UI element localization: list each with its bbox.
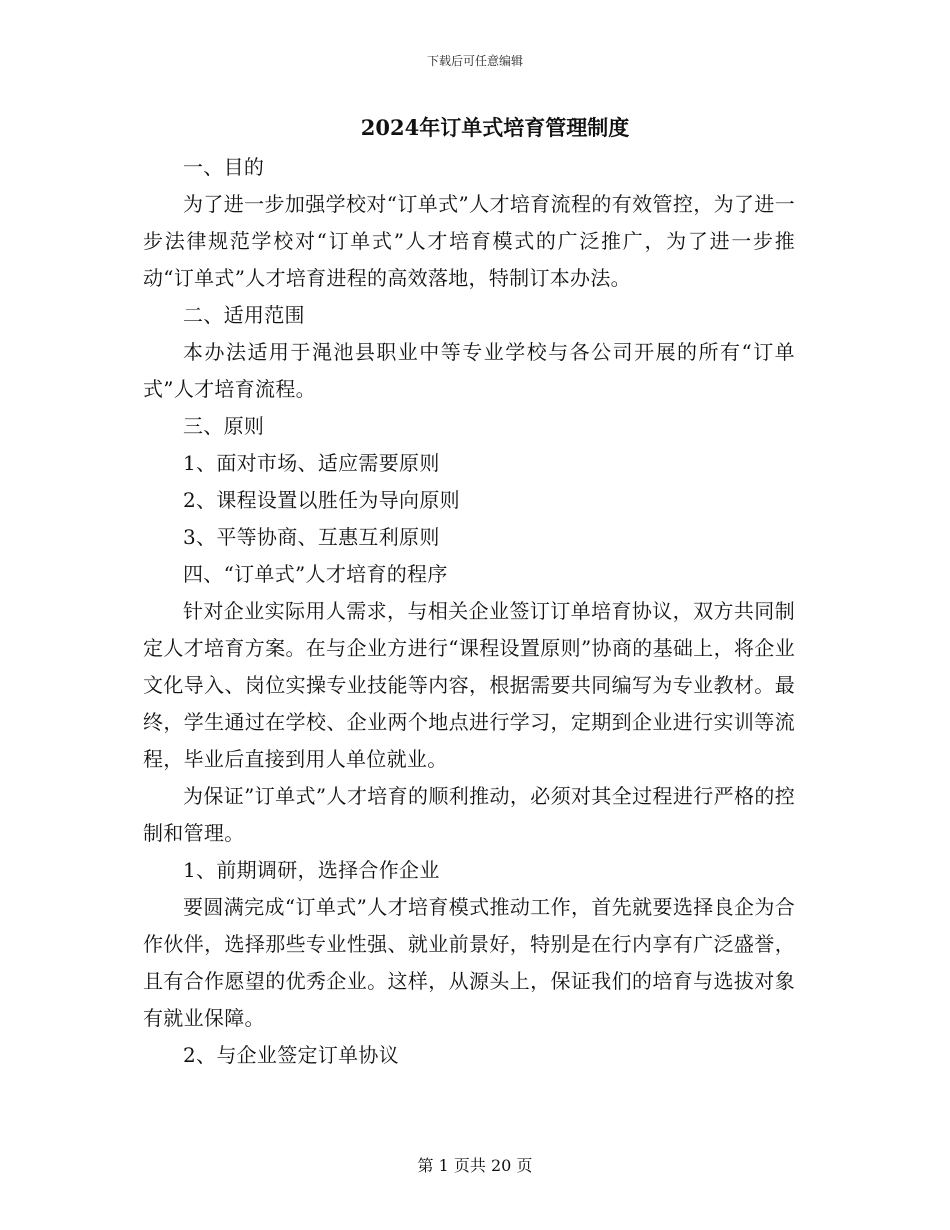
paragraph-scope: 本办法适用于渑池县职业中等专业学校与各公司开展的所有“订单式”人才培育流程。	[143, 340, 795, 401]
principle-item-1: 1、面对市场、适应需要原则	[183, 451, 440, 475]
subheading-agreement: 2、与企业签定订单协议	[183, 1043, 400, 1067]
principle-item-3: 3、平等协商、互惠互利原则	[183, 525, 440, 549]
page-header-note: 下载后可任意编辑	[426, 54, 523, 68]
document-title: 2024年订单式培育管理制度	[360, 115, 630, 140]
page-number: 第 1 页共 20 页	[417, 1156, 533, 1175]
paragraph-procedure: 针对企业实际用人需求，与相关企业签订订单培育协议，双方共同制定人才培育方案。在与企业方进行“课程设置原则”协商的基础上，将企业文化导入、岗位实操专业技能等内容，根据需要共同编写为专业教材。最终，学生通过在学校、企业两个地点进行学习，定期到企业进行实训等流程，毕业后直接到用人单位就业。	[143, 599, 795, 771]
paragraph-purpose: 为了进一步加强学校对“订单式”人才培育流程的有效管控，为了进一步法律规范学校对“订单式”人才培育模式的广泛推广，为了进一步推动“订单式”人才培育进程的高效落地，特制订本办法。	[143, 192, 795, 290]
section-heading-procedure: 四、“订单式”人才培育的程序	[183, 562, 448, 586]
paragraph-research: 要圆满完成“订单式”人才培育模式推动工作，首先就要选择良企为合作伙伴，选择那些专业性强、就业前景好，特别是在行内享有广泛盛誉，且有合作愿望的优秀企业。这样，从源头上，保证我们的培育与选拔对象有就业保障。	[143, 895, 795, 1030]
section-heading-scope: 二、适用范围	[183, 303, 305, 327]
section-heading-principles: 三、原则	[183, 414, 265, 438]
subheading-research: 1、前期调研，选择合作企业	[183, 858, 440, 882]
paragraph-control: 为保证”订单式”人才培育的顺利推动，必须对其全过程进行严格的控制和管理。	[143, 784, 795, 845]
section-heading-purpose: 一、目的	[183, 155, 265, 179]
principle-item-2: 2、课程设置以胜任为导向原则	[183, 488, 460, 512]
document-body	[143, 149, 795, 1074]
